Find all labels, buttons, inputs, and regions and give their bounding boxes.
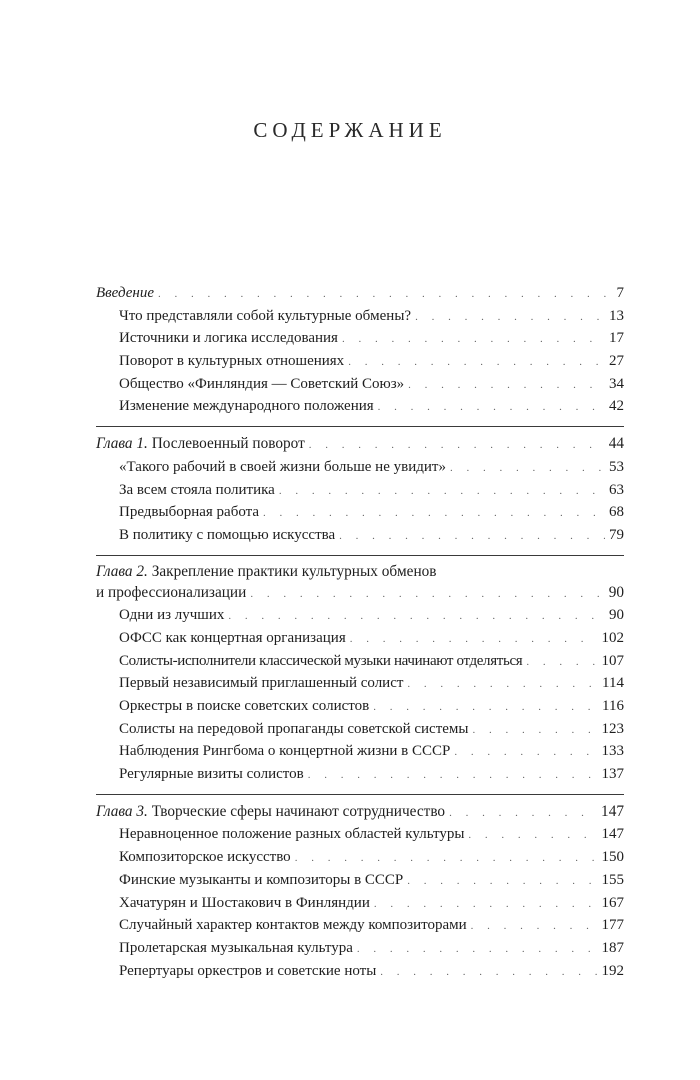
toc-section-chapter-2 [96, 555, 624, 786]
leader-dots [250, 583, 604, 606]
entry-title: Финские музыканты и композиторы в СССР [119, 871, 404, 888]
toc-entry[interactable] [96, 740, 624, 763]
leader-dots [339, 525, 605, 548]
entry-title: Оркестры в поиске советских солистов [119, 698, 370, 714]
toc-chapter-2-heading-line2[interactable] [96, 582, 624, 605]
leader-dots [228, 605, 605, 628]
leader-dots [295, 847, 598, 870]
page-number: 102 [601, 629, 624, 646]
toc-intro-heading[interactable] [96, 282, 624, 305]
leader-dots [471, 915, 598, 938]
toc-entry[interactable] [96, 718, 624, 741]
leader-dots [454, 741, 597, 764]
page-number: 53 [609, 458, 624, 475]
toc-entry[interactable] [96, 937, 624, 960]
leader-dots [373, 696, 598, 719]
toc-chapter-1-heading[interactable] [96, 433, 624, 456]
leader-dots [279, 480, 605, 503]
toc-entry[interactable] [96, 914, 624, 937]
page-number: 192 [601, 962, 624, 979]
toc-chapter-2-heading-line1[interactable] [96, 562, 624, 582]
leader-dots [415, 306, 605, 329]
entry-title: «Такого рабочий в своей жизни больше не увидит» [119, 458, 446, 475]
entry-title: Репертуары оркестров и советские ноты [119, 962, 377, 979]
entry-title: Первый независимый приглашенный солист [119, 675, 404, 692]
page-number: 147 [601, 802, 624, 820]
toc-chapter-3-heading[interactable] [96, 801, 624, 824]
page-number: 177 [601, 917, 624, 934]
entry-title: Солисты-исполнители классической музыки начинают отделяться [119, 652, 523, 669]
page-number: 137 [601, 766, 624, 783]
toc-entry[interactable] [96, 373, 624, 396]
toc-entry[interactable] [96, 305, 624, 328]
entry-title: Хачатурян и Шостакович в Финляндии [119, 894, 370, 911]
page-number: 63 [609, 481, 624, 498]
chapter-title-line1: Закрепление практики культурных обменов [151, 562, 437, 580]
entry-title: Источники и логика исследования [119, 330, 338, 347]
chapter-heading-text [96, 801, 445, 824]
entry-title: Солисты на передовой пропаганды советской системы [119, 720, 469, 737]
page-number: 116 [602, 698, 624, 714]
entry-title: Предвыборная работа [119, 504, 260, 521]
page-number: 13 [609, 307, 624, 324]
toc-entry[interactable] [96, 327, 624, 350]
leader-dots [374, 893, 598, 916]
page-number: 90 [608, 583, 624, 601]
page-number: 34 [609, 375, 624, 392]
page-number: 68 [609, 504, 624, 521]
page-number: 187 [601, 939, 624, 956]
page-heading: СОДЕРЖАНИЕ [253, 118, 447, 142]
chapter-title-line2: и профессионализации [96, 583, 247, 601]
toc-entry[interactable] [96, 456, 624, 479]
intro-label: Введение [96, 285, 154, 301]
entry-title: Поворот в культурных отношениях [119, 353, 345, 370]
leader-dots [450, 457, 605, 480]
leader-dots [158, 283, 613, 306]
entry-title: Изменение международного положения [119, 398, 374, 415]
toc-entry[interactable] [96, 960, 624, 983]
chapter-label: Глава 2. [96, 562, 148, 580]
page-number: 114 [602, 675, 624, 692]
toc-entry[interactable] [96, 869, 624, 892]
leader-dots [407, 870, 597, 893]
leader-dots [526, 651, 597, 674]
leader-dots [309, 434, 605, 457]
toc-entry[interactable] [96, 479, 624, 502]
page-number: 123 [601, 720, 624, 737]
table-of-contents [96, 282, 624, 982]
leader-dots [348, 351, 605, 374]
entry-title: В политику с помощью искусства [119, 526, 336, 543]
toc-entry[interactable] [96, 524, 624, 547]
page-number: 167 [601, 894, 624, 911]
leader-dots [357, 938, 598, 961]
page-number: 90 [609, 607, 624, 624]
page-number: 7 [616, 285, 624, 301]
entry-title: ОФСС как концертная организация [119, 629, 346, 646]
page-number: 107 [601, 652, 624, 669]
leader-dots [378, 396, 605, 419]
entry-title: Регулярные визиты солистов [119, 766, 304, 783]
leader-dots [468, 824, 597, 847]
chapter-label: Глава 3. [96, 802, 148, 820]
leader-dots [308, 764, 598, 787]
page-number: 27 [609, 353, 624, 370]
toc-entry[interactable] [96, 892, 624, 915]
chapter-label: Глава 1. [96, 435, 148, 453]
toc-entry[interactable] [96, 350, 624, 373]
toc-section-chapter-3 [96, 794, 624, 983]
leader-dots [449, 802, 597, 825]
chapter-title: Творческие сферы начинают сотрудничество [151, 802, 446, 820]
toc-entry[interactable] [96, 823, 624, 846]
page-number: 133 [601, 743, 624, 760]
toc-entry[interactable] [96, 627, 624, 650]
toc-entry[interactable] [96, 672, 624, 695]
entry-title: Одни из лучших [119, 607, 225, 624]
page-number: 17 [609, 330, 624, 347]
entry-title: Случайный характер контактов между композиторами [119, 917, 467, 934]
entry-title: Что представляли собой культурные обмены? [119, 307, 412, 324]
leader-dots [472, 719, 597, 742]
page-number: 147 [601, 826, 624, 843]
entry-title: За всем стояла политика [119, 481, 275, 498]
toc-entry[interactable] [96, 650, 624, 673]
toc-section-chapter-1 [96, 426, 624, 546]
leader-dots [350, 628, 598, 651]
toc-entry[interactable] [96, 604, 624, 627]
entry-title: Неравноценное положение разных областей культуры [119, 826, 465, 843]
entry-title: Общество «Финляндия — Советский Союз» [119, 375, 405, 392]
page-number: 42 [609, 398, 624, 415]
chapter-heading-text [96, 433, 305, 456]
leader-dots [380, 961, 597, 984]
page-number: 79 [609, 526, 624, 543]
entry-title: Композиторское искусство [119, 849, 291, 866]
toc-entry[interactable] [96, 763, 624, 786]
entry-title: Наблюдения Рингбома о концертной жизни в СССР [119, 743, 451, 760]
toc-entry[interactable] [96, 501, 624, 524]
page-number: 155 [601, 871, 624, 888]
chapter-title: Послевоенный поворот [151, 435, 305, 453]
leader-dots [342, 328, 605, 351]
leader-dots [263, 502, 605, 525]
entry-title: Пролетарская музыкальная культура [119, 939, 353, 956]
leader-dots [408, 374, 605, 397]
toc-section-intro [96, 282, 624, 418]
toc-entry[interactable] [96, 846, 624, 869]
page-number: 150 [601, 849, 624, 866]
page-number: 44 [608, 435, 624, 453]
toc-entry[interactable] [96, 695, 624, 718]
leader-dots [407, 673, 598, 696]
toc-entry[interactable] [96, 395, 624, 418]
